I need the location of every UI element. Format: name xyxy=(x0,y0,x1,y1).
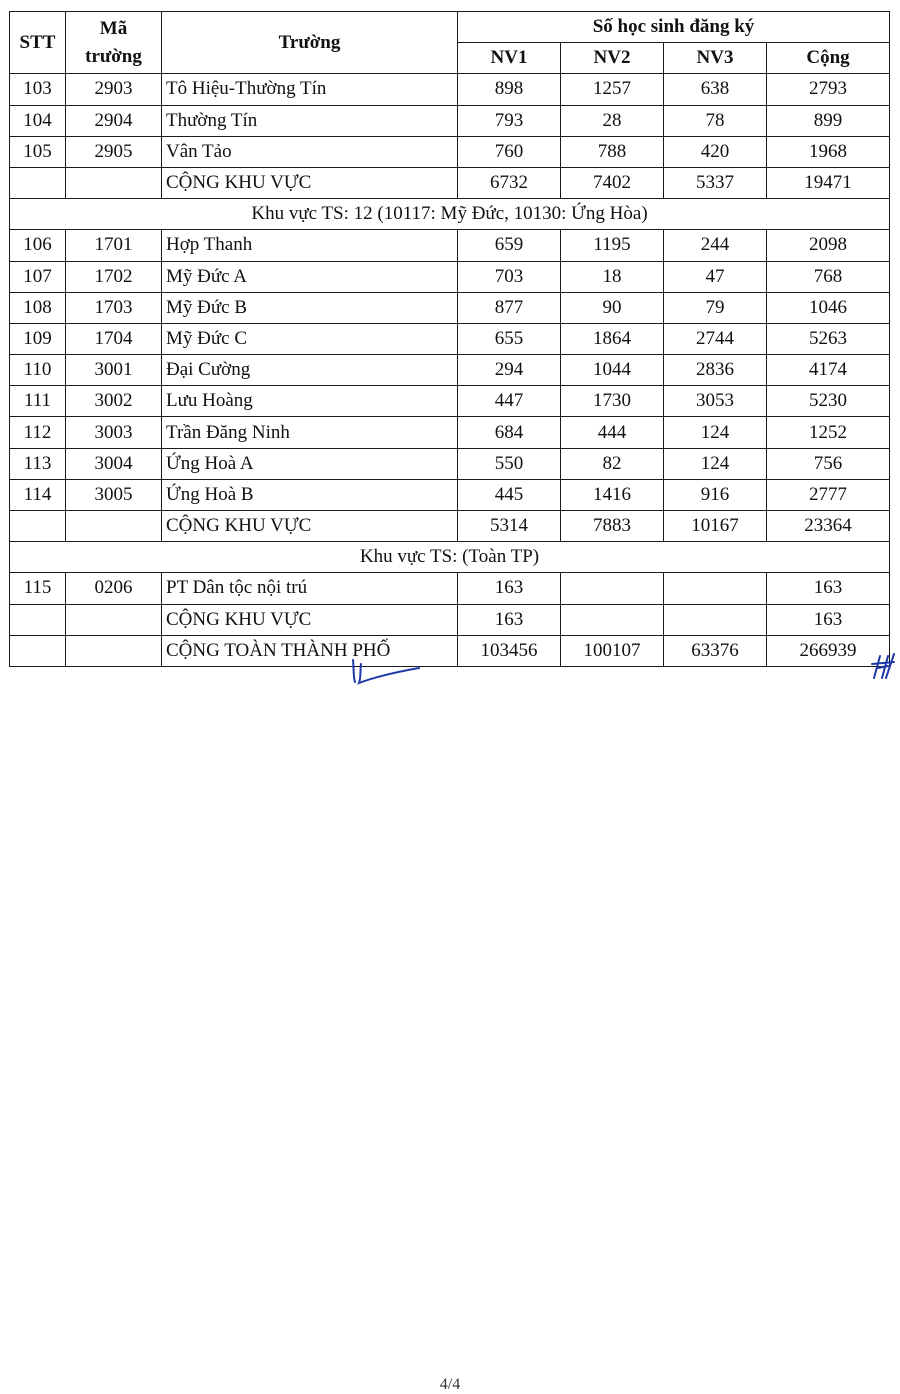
grand-total-label: CỘNG TOÀN THÀNH PHỐ xyxy=(162,635,458,666)
cell-truong: Thường Tín xyxy=(162,105,458,136)
cell-nv3: 2744 xyxy=(664,323,767,354)
cell-nv1: 877 xyxy=(458,292,561,323)
cell-cong: 2098 xyxy=(767,230,890,261)
header-nv1: NV1 xyxy=(458,43,561,74)
cell-nv3: 47 xyxy=(664,261,767,292)
subtotal-row xyxy=(10,604,890,635)
cell-nv2: 1257 xyxy=(561,74,664,105)
cell-stt: 103 xyxy=(10,74,66,105)
cell-cong: 4174 xyxy=(767,355,890,386)
cell-nv3: 3053 xyxy=(664,386,767,417)
subtotal-cong: 163 xyxy=(767,604,890,635)
cell-empty xyxy=(10,511,66,542)
section-title: Khu vực TS: (Toàn TP) xyxy=(10,542,890,573)
cell-cong: 1046 xyxy=(767,292,890,323)
table-row xyxy=(10,105,890,136)
subtotal-cong: 19471 xyxy=(767,167,890,198)
cell-truong: Trần Đăng Ninh xyxy=(162,417,458,448)
page-number: 4/4 xyxy=(439,1376,461,1393)
cell-nv3: 78 xyxy=(664,105,767,136)
subtotal-nv3: 5337 xyxy=(664,167,767,198)
table-row xyxy=(10,417,890,448)
grand-total-nv1: 103456 xyxy=(458,635,561,666)
cell-nv2: 1416 xyxy=(561,479,664,510)
cell-ma: 1704 xyxy=(66,323,162,354)
cell-empty xyxy=(10,604,66,635)
cell-stt: 104 xyxy=(10,105,66,136)
cell-truong: Mỹ Đức A xyxy=(162,261,458,292)
cell-ma: 0206 xyxy=(66,573,162,604)
header-truong: Trường xyxy=(162,12,458,74)
cell-nv1: 793 xyxy=(458,105,561,136)
cell-nv1: 655 xyxy=(458,323,561,354)
signature-initial-right xyxy=(868,652,898,682)
cell-nv2: 82 xyxy=(561,448,664,479)
cell-nv3: 244 xyxy=(664,230,767,261)
section-title: Khu vực TS: 12 (10117: Mỹ Đức, 10130: Ứng Hòa) xyxy=(10,199,890,230)
cell-empty xyxy=(66,604,162,635)
cell-stt: 107 xyxy=(10,261,66,292)
table-row xyxy=(10,230,890,261)
section-row xyxy=(10,199,890,230)
cell-empty xyxy=(66,511,162,542)
subtotal-nv2 xyxy=(561,604,664,635)
cell-nv3: 2836 xyxy=(664,355,767,386)
cell-empty xyxy=(66,635,162,666)
cell-empty xyxy=(66,167,162,198)
cell-nv3 xyxy=(664,573,767,604)
cell-ma: 2905 xyxy=(66,136,162,167)
cell-ma: 3004 xyxy=(66,448,162,479)
cell-nv3: 638 xyxy=(664,74,767,105)
header-cong: Cộng xyxy=(767,43,890,74)
cell-cong: 5263 xyxy=(767,323,890,354)
table-row xyxy=(10,136,890,167)
subtotal-nv1: 163 xyxy=(458,604,561,635)
cell-nv3: 916 xyxy=(664,479,767,510)
cell-nv2: 1730 xyxy=(561,386,664,417)
cell-ma: 1701 xyxy=(66,230,162,261)
subtotal-nv3: 10167 xyxy=(664,511,767,542)
subtotal-label: CỘNG KHU VỰC xyxy=(162,167,458,198)
cell-cong: 2793 xyxy=(767,74,890,105)
cell-truong: Lưu Hoàng xyxy=(162,386,458,417)
cell-nv1: 760 xyxy=(458,136,561,167)
cell-ma: 2904 xyxy=(66,105,162,136)
signature-initial-left xyxy=(345,656,425,686)
cell-nv3: 79 xyxy=(664,292,767,323)
subtotal-cong: 23364 xyxy=(767,511,890,542)
cell-stt: 105 xyxy=(10,136,66,167)
subtotal-row xyxy=(10,511,890,542)
cell-stt: 114 xyxy=(10,479,66,510)
header-ma-truong: Mã trường xyxy=(66,12,162,74)
cell-truong: Ứng Hoà B xyxy=(162,479,458,510)
cell-truong: Ứng Hoà A xyxy=(162,448,458,479)
section-row xyxy=(10,542,890,573)
cell-ma: 3002 xyxy=(66,386,162,417)
cell-stt: 110 xyxy=(10,355,66,386)
cell-truong: Hợp Thanh xyxy=(162,230,458,261)
cell-empty xyxy=(10,167,66,198)
subtotal-label: CỘNG KHU VỰC xyxy=(162,604,458,635)
cell-nv1: 163 xyxy=(458,573,561,604)
cell-empty xyxy=(10,635,66,666)
table-row xyxy=(10,386,890,417)
cell-truong: Tô Hiệu-Thường Tín xyxy=(162,74,458,105)
grand-total-nv3: 63376 xyxy=(664,635,767,666)
cell-ma: 1702 xyxy=(66,261,162,292)
cell-nv2: 788 xyxy=(561,136,664,167)
cell-truong: Đại Cường xyxy=(162,355,458,386)
table-row xyxy=(10,74,890,105)
cell-ma: 3001 xyxy=(66,355,162,386)
cell-nv2: 1195 xyxy=(561,230,664,261)
cell-stt: 112 xyxy=(10,417,66,448)
header-stt: STT xyxy=(10,12,66,74)
cell-nv1: 703 xyxy=(458,261,561,292)
cell-nv2: 1864 xyxy=(561,323,664,354)
cell-nv2: 28 xyxy=(561,105,664,136)
grand-total-row xyxy=(10,635,890,666)
cell-nv2: 1044 xyxy=(561,355,664,386)
cell-truong: Mỹ Đức B xyxy=(162,292,458,323)
subtotal-nv2: 7402 xyxy=(561,167,664,198)
header-nv2: NV2 xyxy=(561,43,664,74)
table-row xyxy=(10,323,890,354)
cell-cong: 1252 xyxy=(767,417,890,448)
cell-nv1: 447 xyxy=(458,386,561,417)
subtotal-label: CỘNG KHU VỰC xyxy=(162,511,458,542)
header-row-1 xyxy=(10,12,890,43)
cell-nv1: 294 xyxy=(458,355,561,386)
cell-cong: 756 xyxy=(767,448,890,479)
grand-total-cong: 266939 xyxy=(767,635,890,666)
subtotal-row xyxy=(10,167,890,198)
table-row xyxy=(10,355,890,386)
cell-ma: 3003 xyxy=(66,417,162,448)
header-group: Số học sinh đăng ký xyxy=(458,12,890,43)
cell-cong: 768 xyxy=(767,261,890,292)
cell-nv1: 550 xyxy=(458,448,561,479)
subtotal-nv3 xyxy=(664,604,767,635)
cell-nv3: 124 xyxy=(664,417,767,448)
table-row xyxy=(10,479,890,510)
cell-truong: Vân Tảo xyxy=(162,136,458,167)
cell-cong: 163 xyxy=(767,573,890,604)
cell-truong: PT Dân tộc nội trú xyxy=(162,573,458,604)
cell-truong: Mỹ Đức C xyxy=(162,323,458,354)
cell-ma: 1703 xyxy=(66,292,162,323)
grand-total-nv2: 100107 xyxy=(561,635,664,666)
cell-nv3: 420 xyxy=(664,136,767,167)
table-row xyxy=(10,573,890,604)
cell-ma: 3005 xyxy=(66,479,162,510)
cell-nv2: 18 xyxy=(561,261,664,292)
table-row xyxy=(10,261,890,292)
cell-cong: 1968 xyxy=(767,136,890,167)
table-row xyxy=(10,292,890,323)
cell-stt: 108 xyxy=(10,292,66,323)
cell-stt: 111 xyxy=(10,386,66,417)
cell-nv2: 90 xyxy=(561,292,664,323)
cell-nv1: 898 xyxy=(458,74,561,105)
subtotal-nv1: 5314 xyxy=(458,511,561,542)
cell-stt: 115 xyxy=(10,573,66,604)
cell-nv3: 124 xyxy=(664,448,767,479)
cell-stt: 113 xyxy=(10,448,66,479)
header-nv3: NV3 xyxy=(664,43,767,74)
cell-ma: 2903 xyxy=(66,74,162,105)
cell-nv1: 445 xyxy=(458,479,561,510)
registration-table xyxy=(9,11,890,667)
subtotal-nv2: 7883 xyxy=(561,511,664,542)
table-row xyxy=(10,448,890,479)
cell-nv1: 684 xyxy=(458,417,561,448)
cell-stt: 106 xyxy=(10,230,66,261)
cell-cong: 5230 xyxy=(767,386,890,417)
cell-stt: 109 xyxy=(10,323,66,354)
cell-cong: 2777 xyxy=(767,479,890,510)
cell-cong: 899 xyxy=(767,105,890,136)
subtotal-nv1: 6732 xyxy=(458,167,561,198)
cell-nv2 xyxy=(561,573,664,604)
cell-nv1: 659 xyxy=(458,230,561,261)
cell-nv2: 444 xyxy=(561,417,664,448)
